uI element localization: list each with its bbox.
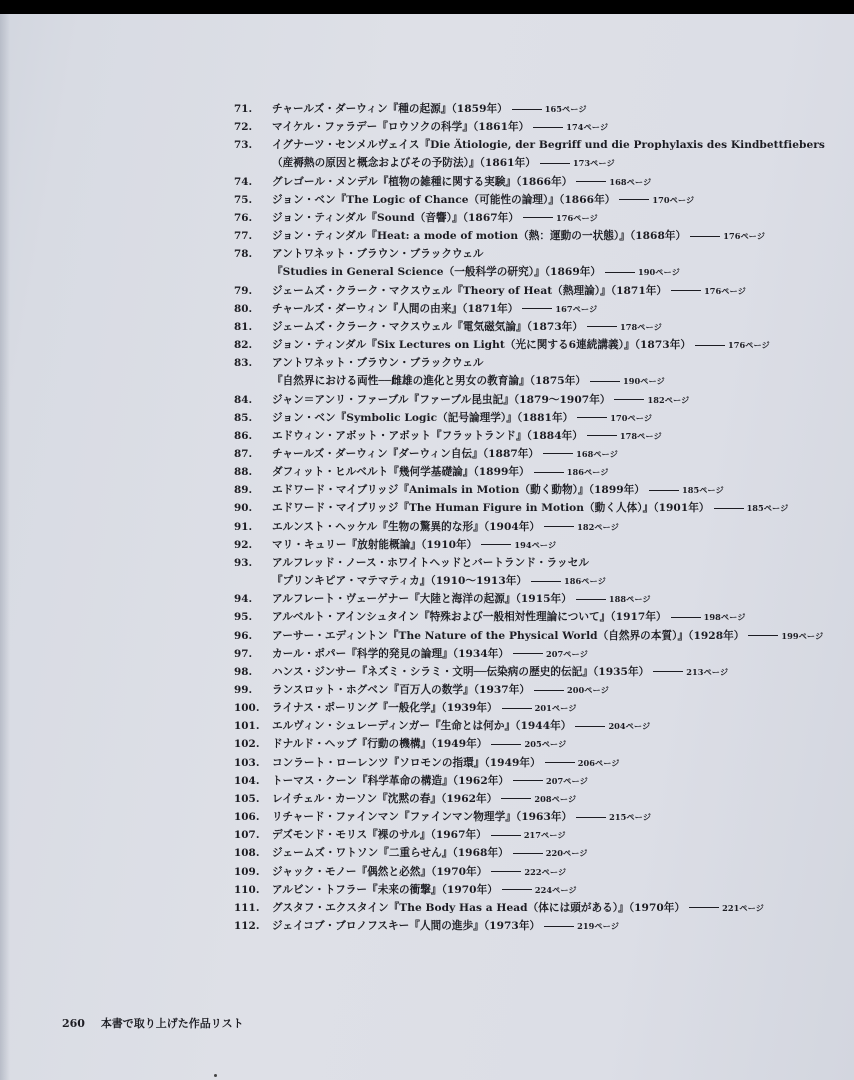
page-reference: 170ページ [652, 194, 695, 205]
entry-title: ジョン・ベン『The Logic of Chance（可能性の論理）』（1866年） [272, 193, 616, 206]
list-item [234, 518, 834, 536]
list-item [234, 608, 834, 626]
list-item [234, 191, 834, 209]
entry-number: 110. [234, 883, 260, 896]
page-reference: 178ページ [619, 430, 662, 441]
page-reference: 185ページ [681, 485, 724, 496]
entry-title: コンラート・ローレンツ『ソロモンの指環』（1949年） [272, 756, 541, 769]
entry-number: 77. [234, 230, 253, 243]
list-item [234, 227, 834, 245]
leader-dash [671, 617, 701, 618]
entry-number: 112. [234, 920, 260, 933]
book-page [0, 14, 854, 1080]
entry-number: 91. [234, 520, 253, 533]
list-item [234, 899, 834, 917]
page-reference: 176ページ [723, 231, 765, 242]
entry-title: ハンス・ジンサー『ネズミ・シラミ・文明──伝染病の歴史的伝記』（1935年） [272, 665, 650, 678]
page-reference: 168ページ [576, 448, 618, 459]
entry-title: 『プリンキピア・マテマティカ』（1910～1913年） [272, 575, 528, 588]
leader-dash [502, 889, 532, 890]
entry-number: 95. [234, 611, 253, 624]
list-item [234, 536, 834, 554]
leader-dash [544, 926, 574, 927]
entry-number: 107. [234, 829, 260, 842]
page-reference: 208ページ [534, 793, 577, 804]
page-reference: 207ページ [546, 648, 588, 659]
entry-title: ライナス・ポーリング『一般化学』（1939年） [272, 702, 498, 715]
leader-dash [575, 726, 605, 727]
entry-number: 79. [234, 284, 253, 297]
list-item [234, 391, 834, 409]
list-item [234, 790, 834, 808]
page-reference: 198ページ [703, 612, 746, 623]
leader-dash [587, 435, 617, 436]
entry-title: ジェームズ・クラーク・マクスウェル『Theory of Heat（熱理論）』（1871年） [272, 284, 668, 297]
entry-number: 86. [234, 429, 253, 442]
entry-number: 106. [234, 811, 260, 824]
list-item [234, 427, 834, 445]
entry-number: 80. [234, 302, 253, 315]
list-item [234, 808, 834, 826]
entry-number: 89. [234, 484, 253, 497]
page-reference: 219ページ [577, 921, 619, 932]
entry-number: 83. [234, 357, 253, 370]
list-item [234, 354, 834, 390]
entry-title: ジョン・ベン『Symbolic Logic（記号論理学）』（1881年） [272, 411, 574, 424]
entry-title: ジョン・ティンダル『Heat: a mode of motion（熱：運動の一状態）』（1868年） [272, 230, 687, 243]
leader-dash [502, 708, 532, 709]
leader-dash [590, 381, 620, 382]
entry-number: 85. [234, 411, 253, 424]
entry-title: チャールズ・ダーウィン『人間の由来』（1871年） [272, 302, 519, 315]
entry-title: 『Studies in General Science（一般科学の研究）』（1869年） [272, 266, 602, 279]
list-item [234, 590, 834, 608]
entry-number: 100. [234, 702, 260, 715]
page-reference: 176ページ [727, 340, 770, 351]
list-item [234, 645, 834, 663]
list-item [234, 663, 834, 681]
leader-dash [481, 544, 511, 545]
section-title: 本書で取り上げた作品リスト [100, 1017, 244, 1030]
entry-title: アントワネット・ブラウン・ブラックウェル [272, 357, 484, 370]
list-item [234, 173, 834, 191]
page-reference: 190ページ [622, 376, 665, 387]
leader-dash [576, 817, 606, 818]
entry-title: ジェイコブ・ブロノフスキー『人間の進歩』（1973年） [272, 920, 541, 933]
list-item [234, 300, 834, 318]
works-list [234, 100, 834, 935]
leader-dash [671, 290, 701, 291]
list-item [234, 844, 834, 862]
entry-number: 102. [234, 738, 260, 751]
leader-dash [748, 635, 778, 636]
entry-number: 71. [234, 103, 253, 115]
entry-title: リチャード・ファインマン『ファインマン物理学』（1963年） [272, 811, 573, 824]
entry-title: グスタフ・エクスタイン『The Body Has a Head（体には頭がある）』（1970年） [272, 901, 686, 914]
entry-number: 99. [234, 684, 253, 696]
page-reference: 182ページ [577, 521, 619, 532]
page-reference: 217ページ [523, 830, 566, 841]
page-reference: 188ページ [608, 594, 651, 605]
entry-number: 92. [234, 538, 253, 551]
entry-title: レイチェル・カーソン『沈黙の春』（1962年） [272, 792, 498, 805]
page-reference: 186ページ [564, 576, 606, 587]
page-reference: 204ページ [608, 721, 651, 732]
leader-dash [545, 762, 575, 763]
page-reference: 174ページ [566, 122, 609, 133]
leader-dash [690, 236, 720, 237]
page-reference: 167ページ [555, 303, 598, 314]
page-reference: 165ページ [544, 104, 587, 114]
entry-number: 93. [234, 556, 253, 569]
entry-title: アルビン・トフラー『未来の衝撃』（1970年） [272, 883, 498, 896]
leader-dash [544, 526, 574, 527]
leader-dash [543, 453, 573, 454]
entry-number: 94. [234, 593, 253, 606]
leader-dash [491, 835, 521, 836]
leader-dash [513, 653, 543, 654]
entry-title: エルンスト・ヘッケル『生物の驚異的な形』（1904年） [272, 520, 541, 533]
leader-dash [522, 308, 552, 309]
entry-title: グレゴール・メンデル『植物の雑種に関する実験』（1866年） [272, 175, 573, 188]
entry-number: 84. [234, 393, 253, 406]
entry-number: 104. [234, 774, 260, 787]
page-reference: 176ページ [704, 285, 746, 296]
entry-number: 111. [234, 901, 260, 914]
page-reference: 194ページ [514, 539, 557, 550]
list-item [234, 699, 834, 717]
entry-number: 108. [234, 847, 260, 860]
entry-title: ドナルド・ヘッブ『行動の機構』（1949年） [272, 738, 488, 751]
list-item [234, 282, 834, 300]
entry-title: カール・ポパー『科学的発見の論理』（1934年） [272, 647, 510, 660]
leader-dash [523, 217, 553, 218]
list-item [234, 863, 834, 881]
entry-title: チャールズ・ダーウィン『ダーウィン自伝』（1887年） [272, 447, 540, 460]
entry-title: エドワード・マイブリッジ『The Human Figure in Motion（動く人体）』（1901年） [272, 502, 710, 515]
entry-number: 90. [234, 502, 253, 515]
leader-dash [534, 472, 564, 473]
entry-title: イグナーツ・センメルヴェイス『Die Ätiologie, der Begriff und die Prophylaxis des Kindbettfiebers [272, 139, 825, 152]
entry-title: エドワード・マイブリッジ『Animals in Motion（動く動物）』（1899年） [272, 484, 645, 497]
page-reference: 190ページ [638, 267, 680, 278]
list-item [234, 409, 834, 427]
entry-number: 98. [234, 665, 253, 678]
entry-number: 78. [234, 248, 253, 261]
entry-number: 88. [234, 466, 253, 479]
page-reference: 206ページ [577, 757, 620, 768]
entry-title: マイケル・ファラデー『ロウソクの科学』（1861年） [272, 121, 530, 134]
page-reference: 207ページ [546, 775, 588, 786]
page-reference: 170ページ [610, 412, 653, 423]
list-item [234, 209, 834, 227]
list-item [234, 627, 834, 645]
entry-number: 96. [234, 629, 253, 642]
leader-dash [491, 744, 521, 745]
leader-dash [534, 690, 564, 691]
leader-dash [653, 671, 683, 672]
entry-title: チャールズ・ダーウィン『種の起源』（1859年） [272, 103, 508, 115]
entry-title: アルベルト・アインシュタイン『特殊および一般相対性理論について』（1917年） [272, 611, 667, 624]
leader-dash [577, 417, 607, 418]
entry-title: ジャック・モノー『偶然と必然』（1970年） [272, 865, 488, 878]
entry-number: 97. [234, 647, 253, 660]
entry-title: マリ・キュリー『放射能概論』（1910年） [272, 538, 478, 551]
leader-dash [605, 272, 635, 273]
page-reference: 185ページ [746, 503, 789, 514]
entry-title: ランスロット・ホグベン『百万人の数学』（1937年） [272, 684, 531, 696]
leader-dash [540, 163, 570, 164]
leader-dash [512, 109, 542, 110]
leader-dash [714, 508, 744, 509]
entry-title: ジャン＝アンリ・ファーブル『ファーブル昆虫記』（1879～1907年） [272, 393, 611, 406]
list-item [234, 717, 834, 735]
entry-number: 76. [234, 211, 253, 224]
entry-title: ジョン・ティンダル『Sound（音響）』（1867年） [272, 211, 519, 224]
entry-title: アーサー・エディントン『The Nature of the Physical World（自然界の本質）』（1928年） [272, 629, 745, 642]
list-item [234, 917, 834, 935]
list-item [234, 445, 834, 463]
entry-number: 109. [234, 865, 260, 878]
leader-dash [531, 581, 561, 582]
page-reference: 221ページ [722, 902, 764, 913]
list-item [234, 499, 834, 517]
list-item [234, 554, 834, 590]
page-number: 260 [62, 1017, 85, 1030]
leader-dash [689, 907, 719, 908]
entry-number: 105. [234, 792, 260, 805]
page-reference: 200ページ [567, 685, 609, 695]
page-reference: 199ページ [781, 630, 824, 641]
list-item [234, 463, 834, 481]
entry-title: （産褥熱の原因と概念およびその予防法）』（1861年） [272, 157, 536, 170]
page-reference: 215ページ [609, 812, 651, 823]
page-reference: 222ページ [524, 866, 567, 877]
entry-number: 73. [234, 139, 253, 152]
entry-title: 『自然界における両性──雌雄の進化と男女の教育論』（1875年） [272, 375, 586, 388]
page-reference: 178ページ [620, 321, 662, 332]
leader-dash [513, 853, 543, 854]
entry-title: ジェームズ・クラーク・マクスウェル『電気磁気論』（1873年） [272, 320, 584, 333]
entry-number: 87. [234, 447, 253, 460]
entry-title: ジョン・ティンダル『Six Lectures on Light（光に関する6連続講義）』（1873年） [272, 339, 691, 352]
list-item [234, 318, 834, 336]
leader-dash [695, 345, 725, 346]
leader-dash [491, 871, 521, 872]
list-item [234, 336, 834, 354]
entry-title: トーマス・クーン『科学革命の構造』（1962年） [272, 774, 510, 787]
page-reference: 201ページ [534, 703, 577, 714]
list-item [234, 136, 834, 172]
page-reference: 205ページ [524, 739, 567, 750]
leader-dash [513, 780, 543, 781]
page-reference: 213ページ [686, 666, 729, 677]
list-item [234, 772, 834, 790]
leader-dash [587, 326, 617, 327]
page-reference: 176ページ [555, 212, 598, 223]
list-item [234, 881, 834, 899]
list-item [234, 681, 834, 699]
entry-number: 82. [234, 339, 253, 352]
page-reference: 173ページ [572, 158, 615, 169]
entry-number: 81. [234, 320, 253, 333]
entry-title: ジェームズ・ワトソン『二重らせん』（1968年） [272, 847, 509, 860]
entry-title: アントワネット・ブラウン・ブラックウェル [272, 248, 484, 261]
list-item [234, 826, 834, 844]
leader-dash [649, 490, 679, 491]
page-reference: 224ページ [534, 884, 577, 895]
entry-number: 75. [234, 193, 253, 206]
list-item [234, 245, 834, 281]
entry-title: ダフィット・ヒルベルト『幾何学基礎論』（1899年） [272, 466, 530, 479]
scan-speck [214, 1074, 217, 1077]
entry-title: エルヴィン・シュレーディンガー『生命とは何か』（1944年） [272, 720, 572, 733]
entry-number: 72. [234, 121, 253, 134]
entry-title: デズモンド・モリス『裸のサル』（1967年） [272, 829, 487, 842]
page-footer [62, 1015, 244, 1031]
list-item [234, 481, 834, 499]
leader-dash [619, 199, 649, 200]
entry-title: エドウィン・アボット・アボット『フラットランド』（1884年） [272, 429, 583, 442]
leader-dash [614, 399, 644, 400]
leader-dash [576, 181, 606, 182]
page-reference: 186ページ [566, 467, 609, 478]
page-reference: 182ページ [647, 394, 690, 405]
entry-title: アルフレッド・ノース・ホワイトヘッドとバートランド・ラッセル [272, 556, 589, 569]
list-item [234, 118, 834, 136]
leader-dash [576, 599, 606, 600]
leader-dash [533, 127, 563, 128]
entry-number: 101. [234, 720, 260, 733]
leader-dash [501, 798, 531, 799]
entry-number: 74. [234, 175, 253, 188]
page-reference: 168ページ [609, 176, 652, 187]
list-item [234, 100, 834, 118]
list-item [234, 735, 834, 753]
entry-title: アルフレート・ヴェーゲナー『大陸と海洋の起源』（1915年） [272, 593, 572, 606]
entry-number: 103. [234, 756, 260, 769]
list-item [234, 754, 834, 772]
page-reference: 220ページ [545, 848, 588, 859]
